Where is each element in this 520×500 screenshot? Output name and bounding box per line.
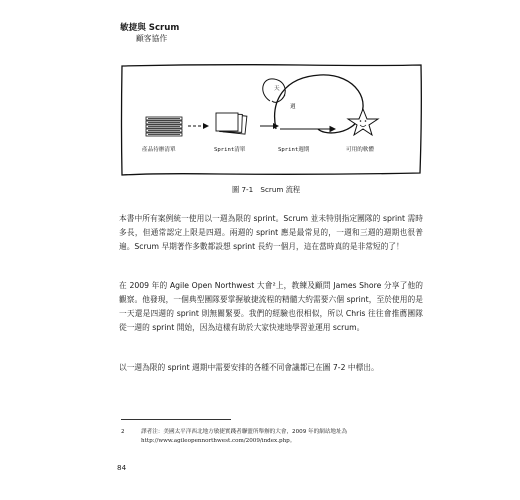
figure-drawing bbox=[120, 63, 423, 177]
day-label: 天 bbox=[274, 86, 280, 92]
paragraph-text: 在 2009 年的 Agile Open Northwest 大會²上，教練及顧問 James Shore 分享了他的觀察。他發現，一個典型團隊要掌握敏捷流程的精髓大約需要六個 sprint，至於使用的是一天還是四週的 sprint 則無關緊要。我們的經驗也很相似，所以 Chris 往往會推薦團隊從一週的 sprint 開始，因為這樣有助於大家快速地學習並運用 scrum。 bbox=[119, 281, 423, 332]
body-paragraph-3 bbox=[119, 361, 423, 375]
footnote bbox=[121, 428, 421, 446]
figure-caption: 圖 7-1 Scrum 流程 bbox=[232, 185, 301, 194]
running-header bbox=[120, 23, 179, 44]
footnote-divider bbox=[121, 419, 231, 420]
page-number: 84 bbox=[117, 463, 127, 472]
sprint-backlog-papers-icon bbox=[216, 113, 247, 134]
body-paragraph-2 bbox=[119, 279, 423, 335]
smiling-star-icon bbox=[348, 109, 378, 135]
footnote-text: 譯者注：美國太平洋西北地方敏捷實踐者聯盟所舉辦的大會，2009 年的網站地址為 bbox=[141, 429, 348, 435]
chapter-subtitle: 顧客協作 bbox=[136, 34, 168, 43]
footnote-number: 2 bbox=[121, 429, 125, 435]
paragraph-text: 以一週為限的 sprint 週期中需要安排的各種不同會議都已在圖 7-2 中標出。 bbox=[119, 363, 379, 372]
week-label: 週 bbox=[290, 104, 296, 110]
paragraph-text: 本書中所有案例統一使用以一週為限的 sprint。Scrum 並未特別指定團隊的 sprint 需時多長，但通常認定上限是四週。兩週的 sprint 應是最常見的，一週和三週的週期也很普遍。Scrum 早期著作多數都設想 sprint 長約一個月，這在當時真的是非常短的了！ bbox=[119, 214, 423, 251]
backlog-stack-icon bbox=[146, 117, 182, 136]
sprint-backlog-label: Sprint清單 bbox=[214, 147, 246, 153]
product-backlog-label: 產品待辦清單 bbox=[142, 147, 176, 153]
sprint-cycle-loop bbox=[275, 75, 363, 133]
book-title: 敏捷與 Scrum bbox=[120, 23, 180, 33]
body-paragraph-1 bbox=[119, 212, 423, 254]
working-software-label: 可用的軟體 bbox=[346, 147, 374, 153]
footnote-url[interactable]: http://www.agileopennorthwest.com/2009/index.php。 bbox=[141, 438, 296, 444]
scrum-process-figure bbox=[120, 63, 423, 177]
sprint-cycle-label: Sprint週期 bbox=[278, 147, 310, 153]
